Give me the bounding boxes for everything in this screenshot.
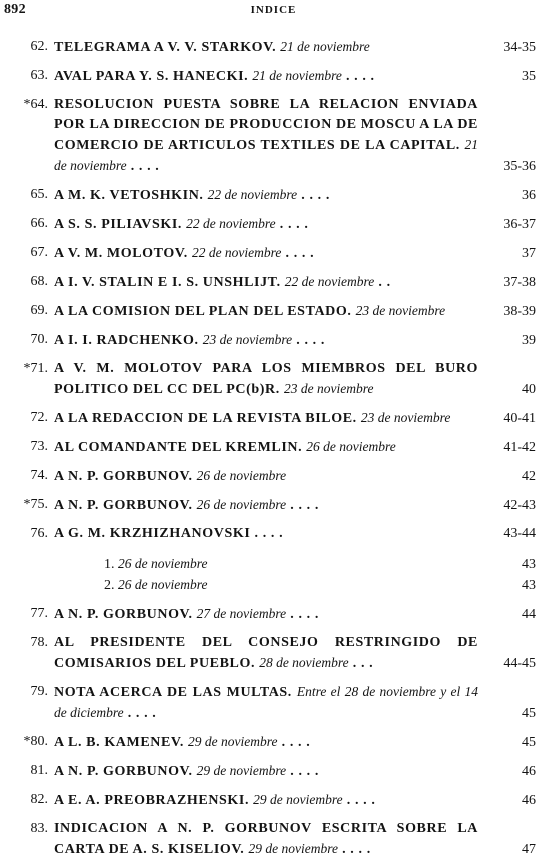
entry-title: A N. P. GORBUNOV. bbox=[54, 764, 193, 779]
entry-number: *71. bbox=[23, 361, 48, 376]
entry-content bbox=[54, 359, 478, 400]
entry-number: 77. bbox=[30, 606, 48, 621]
index-entry bbox=[0, 95, 547, 177]
entry-number: 65. bbox=[30, 187, 48, 202]
entry-content bbox=[54, 682, 478, 724]
entry-pages: 34-35 bbox=[503, 40, 536, 55]
entry-number: *75. bbox=[23, 497, 48, 512]
entry-leader-dots: . . . . bbox=[126, 159, 160, 174]
entry-date: Entre el 28 de noviembre y el 14 de diciembre bbox=[54, 684, 478, 720]
index-entry bbox=[0, 604, 547, 625]
entry-title: TELEGRAMA A V. V. STARKOV. bbox=[54, 40, 277, 55]
entry-pages: 38-39 bbox=[503, 304, 536, 319]
entry-title: RESOLUCION PUESTA SOBRE LA RELACION ENVIADA POR LA DIRECCION DE PRODUCCION DE MOSCU A LA DE COMERCIO DE ARTICULOS TEXTILES DE LA CAPITAL. bbox=[54, 97, 478, 153]
entry-date: 22 de noviembre bbox=[284, 274, 375, 289]
entry-content bbox=[54, 761, 478, 782]
entry-date: 28 de noviembre bbox=[259, 655, 349, 670]
spacer bbox=[0, 544, 547, 554]
entry-leader-dots: . . . . bbox=[286, 498, 319, 513]
entry-number: 66. bbox=[30, 216, 48, 231]
entry-date: 29 de noviembre bbox=[248, 841, 338, 856]
entry-leader-dots: . . . . bbox=[341, 69, 375, 84]
entry-number: 70. bbox=[30, 332, 48, 347]
entry-title: A I. I. RADCHENKO. bbox=[54, 333, 199, 348]
running-title: INDICE bbox=[250, 4, 297, 16]
entry-content bbox=[54, 732, 478, 753]
entry-number: 83. bbox=[30, 821, 48, 836]
entry-title: A L. B. KAMENEV. bbox=[54, 735, 184, 750]
entry-pages: 35-36 bbox=[503, 159, 536, 174]
entry-title: A E. A. PREOBRAZHENSKI. bbox=[54, 793, 250, 808]
index-entry bbox=[0, 682, 547, 724]
index-entry bbox=[0, 301, 547, 322]
entry-content bbox=[54, 66, 478, 87]
entry-date: 26 de noviembre bbox=[196, 468, 287, 483]
index-entry bbox=[0, 761, 547, 782]
entry-number: 68. bbox=[30, 274, 48, 289]
entry-leader-dots: . . bbox=[374, 275, 391, 290]
entry-content bbox=[54, 790, 478, 811]
entry-number: 62. bbox=[30, 39, 48, 54]
entry-number: 73. bbox=[30, 439, 48, 454]
entry-content bbox=[54, 330, 478, 351]
entry-date: 22 de noviembre bbox=[191, 245, 282, 260]
index-entry bbox=[0, 495, 547, 516]
entry-pages: 47 bbox=[522, 842, 536, 857]
index-entry bbox=[0, 466, 547, 487]
index-entry bbox=[0, 790, 547, 811]
entry-leader-dots: . . . . bbox=[123, 706, 157, 721]
entry-leader-dots: . . . . bbox=[292, 333, 325, 348]
entry-content bbox=[54, 272, 478, 293]
index-entries bbox=[0, 37, 547, 868]
index-entry bbox=[0, 243, 547, 264]
entry-pages: 41-42 bbox=[503, 440, 536, 455]
entry-pages: 40-41 bbox=[503, 411, 536, 426]
index-entry bbox=[0, 185, 547, 206]
entry-leader-dots: . . . . bbox=[275, 217, 309, 232]
entry-content bbox=[54, 37, 478, 58]
subentry-content bbox=[104, 554, 478, 575]
entry-title: AL PRESIDENTE DEL CONSEJO RESTRINGIDO DE COMISARIOS DEL PUEBLO. bbox=[54, 635, 478, 671]
entry-pages: 36 bbox=[522, 188, 536, 203]
entry-content bbox=[54, 408, 478, 429]
subentry-date: 26 de noviembre bbox=[118, 577, 208, 592]
entry-content bbox=[54, 185, 478, 206]
entry-title: A LA COMISION DEL PLAN DEL ESTADO. bbox=[54, 304, 352, 319]
entry-number: 63. bbox=[30, 68, 48, 83]
entry-leader-dots: . . . bbox=[348, 656, 374, 671]
entry-number: 74. bbox=[30, 468, 48, 483]
entry-content bbox=[54, 301, 478, 322]
entry-date: 22 de noviembre bbox=[186, 216, 276, 231]
entry-number: *80. bbox=[23, 734, 48, 749]
index-entry bbox=[0, 330, 547, 351]
page-header bbox=[0, 2, 547, 20]
entry-leader-dots: . . . . bbox=[342, 793, 376, 808]
entry-leader-dots: . . . . bbox=[286, 764, 319, 779]
entry-title: A V. M. MOLOTOV. bbox=[54, 246, 188, 261]
subentry-date: 26 de noviembre bbox=[118, 556, 208, 571]
entry-content bbox=[54, 604, 478, 625]
entry-date: 26 de noviembre bbox=[306, 439, 396, 454]
index-entry bbox=[0, 524, 547, 544]
entry-pages: 45 bbox=[522, 706, 536, 721]
entry-number: 81. bbox=[30, 763, 48, 778]
entry-title: A G. M. KRZHIZHANOVSKI bbox=[54, 526, 251, 541]
entry-pages: 42 bbox=[522, 469, 536, 484]
entry-date: 27 de noviembre bbox=[196, 606, 287, 621]
entry-content bbox=[54, 243, 478, 264]
entry-leader-dots: . . . . bbox=[297, 188, 330, 203]
index-entry bbox=[0, 37, 547, 58]
entry-date: 23 de noviembre bbox=[360, 410, 451, 425]
entry-number: 67. bbox=[30, 245, 48, 260]
index-entry bbox=[0, 66, 547, 87]
page-number: 892 bbox=[4, 2, 26, 17]
subentry-number: 1. bbox=[104, 557, 115, 572]
entry-number: 72. bbox=[30, 410, 48, 425]
entry-date: 26 de noviembre bbox=[196, 497, 287, 512]
entry-number: 79. bbox=[30, 684, 48, 699]
entry-pages: 46 bbox=[522, 793, 536, 808]
entry-pages: 44 bbox=[522, 607, 536, 622]
entry-date: 23 de noviembre bbox=[202, 332, 293, 347]
subentry-pages: 43 bbox=[522, 578, 536, 593]
entry-pages: 35 bbox=[522, 69, 536, 84]
index-entry bbox=[0, 272, 547, 293]
entry-number: 69. bbox=[30, 303, 48, 318]
entry-content bbox=[54, 495, 478, 516]
entry-number: 82. bbox=[30, 792, 48, 807]
index-entry bbox=[0, 214, 547, 235]
entry-content bbox=[54, 95, 478, 177]
entry-pages: 46 bbox=[522, 764, 536, 779]
index-entry bbox=[0, 633, 547, 674]
index-entry bbox=[0, 732, 547, 753]
entry-date: 21 de noviembre bbox=[54, 137, 478, 173]
entry-date: 21 de noviembre bbox=[252, 68, 342, 83]
index-entry bbox=[0, 359, 547, 400]
entry-pages: 44-45 bbox=[503, 656, 536, 671]
index-subentry bbox=[0, 554, 547, 575]
entry-title: A N. P. GORBUNOV. bbox=[54, 498, 193, 513]
entry-date: 29 de noviembre bbox=[188, 734, 278, 749]
entry-title: A N. P. GORBUNOV. bbox=[54, 469, 193, 484]
entry-content bbox=[54, 633, 478, 674]
index-entry bbox=[0, 408, 547, 429]
index-entry bbox=[0, 819, 547, 860]
entry-title: NOTA ACERCA DE LAS MULTAS. bbox=[54, 685, 292, 700]
entry-content bbox=[54, 819, 478, 860]
entry-pages: 37 bbox=[522, 246, 536, 261]
entry-leader-dots: . . . . bbox=[281, 246, 315, 261]
entry-title: A S. S. PILIAVSKI. bbox=[54, 217, 183, 232]
entry-date: 29 de noviembre bbox=[253, 792, 343, 807]
entry-date: 22 de noviembre bbox=[207, 187, 298, 202]
entry-pages: 42-43 bbox=[503, 498, 536, 513]
entry-pages: 40 bbox=[522, 382, 536, 397]
entry-content bbox=[54, 466, 478, 487]
entry-title: INDICACION A N. P. GORBUNOV ESCRITA SOBRE LA CARTA DE A. S. KISELIOV. bbox=[54, 821, 478, 857]
entry-title: AL COMANDANTE DEL KREMLIN. bbox=[54, 440, 303, 455]
entry-date: 21 de noviembre bbox=[280, 39, 370, 54]
entry-leader-dots: . . . . bbox=[277, 735, 311, 750]
entry-pages: 36-37 bbox=[503, 217, 536, 232]
index-subentry bbox=[0, 575, 547, 596]
entry-pages: 37-38 bbox=[503, 275, 536, 290]
entry-leader-dots: . . . . bbox=[286, 607, 319, 622]
entry-pages: 43-44 bbox=[503, 526, 536, 541]
entry-title: A I. V. STALIN E I. S. UNSHLIJT. bbox=[54, 275, 281, 290]
entry-title: AVAL PARA Y. S. HANECKI. bbox=[54, 69, 249, 84]
entry-title: A V. M. MOLOTOV PARA LOS MIEMBROS DEL BURO POLITICO DEL CC DEL PC(b)R. bbox=[54, 361, 478, 397]
entry-leader-dots: . . . . bbox=[338, 842, 371, 857]
entry-leader-dots: . . . . bbox=[250, 526, 284, 541]
entry-number: *64. bbox=[23, 97, 48, 112]
index-entry bbox=[0, 437, 547, 458]
subentry-pages: 43 bbox=[522, 557, 536, 572]
entry-date: 29 de noviembre bbox=[196, 763, 287, 778]
entry-title: A N. P. GORBUNOV. bbox=[54, 607, 193, 622]
subentry-content bbox=[104, 575, 478, 596]
entry-pages: 45 bbox=[522, 735, 536, 750]
entry-pages: 39 bbox=[522, 333, 536, 348]
entry-title: A LA REDACCION DE LA REVISTA BILOE. bbox=[54, 411, 357, 426]
entry-date: 23 de noviembre bbox=[283, 381, 374, 396]
entry-date: 23 de noviembre bbox=[355, 303, 446, 318]
entry-number: 76. bbox=[30, 526, 48, 541]
entry-content bbox=[54, 524, 478, 544]
entry-number: 78. bbox=[30, 635, 48, 650]
entry-content bbox=[54, 214, 478, 235]
subentry-number: 2. bbox=[104, 578, 115, 593]
entry-title: A M. K. VETOSHKIN. bbox=[54, 188, 204, 203]
entry-content bbox=[54, 437, 478, 458]
